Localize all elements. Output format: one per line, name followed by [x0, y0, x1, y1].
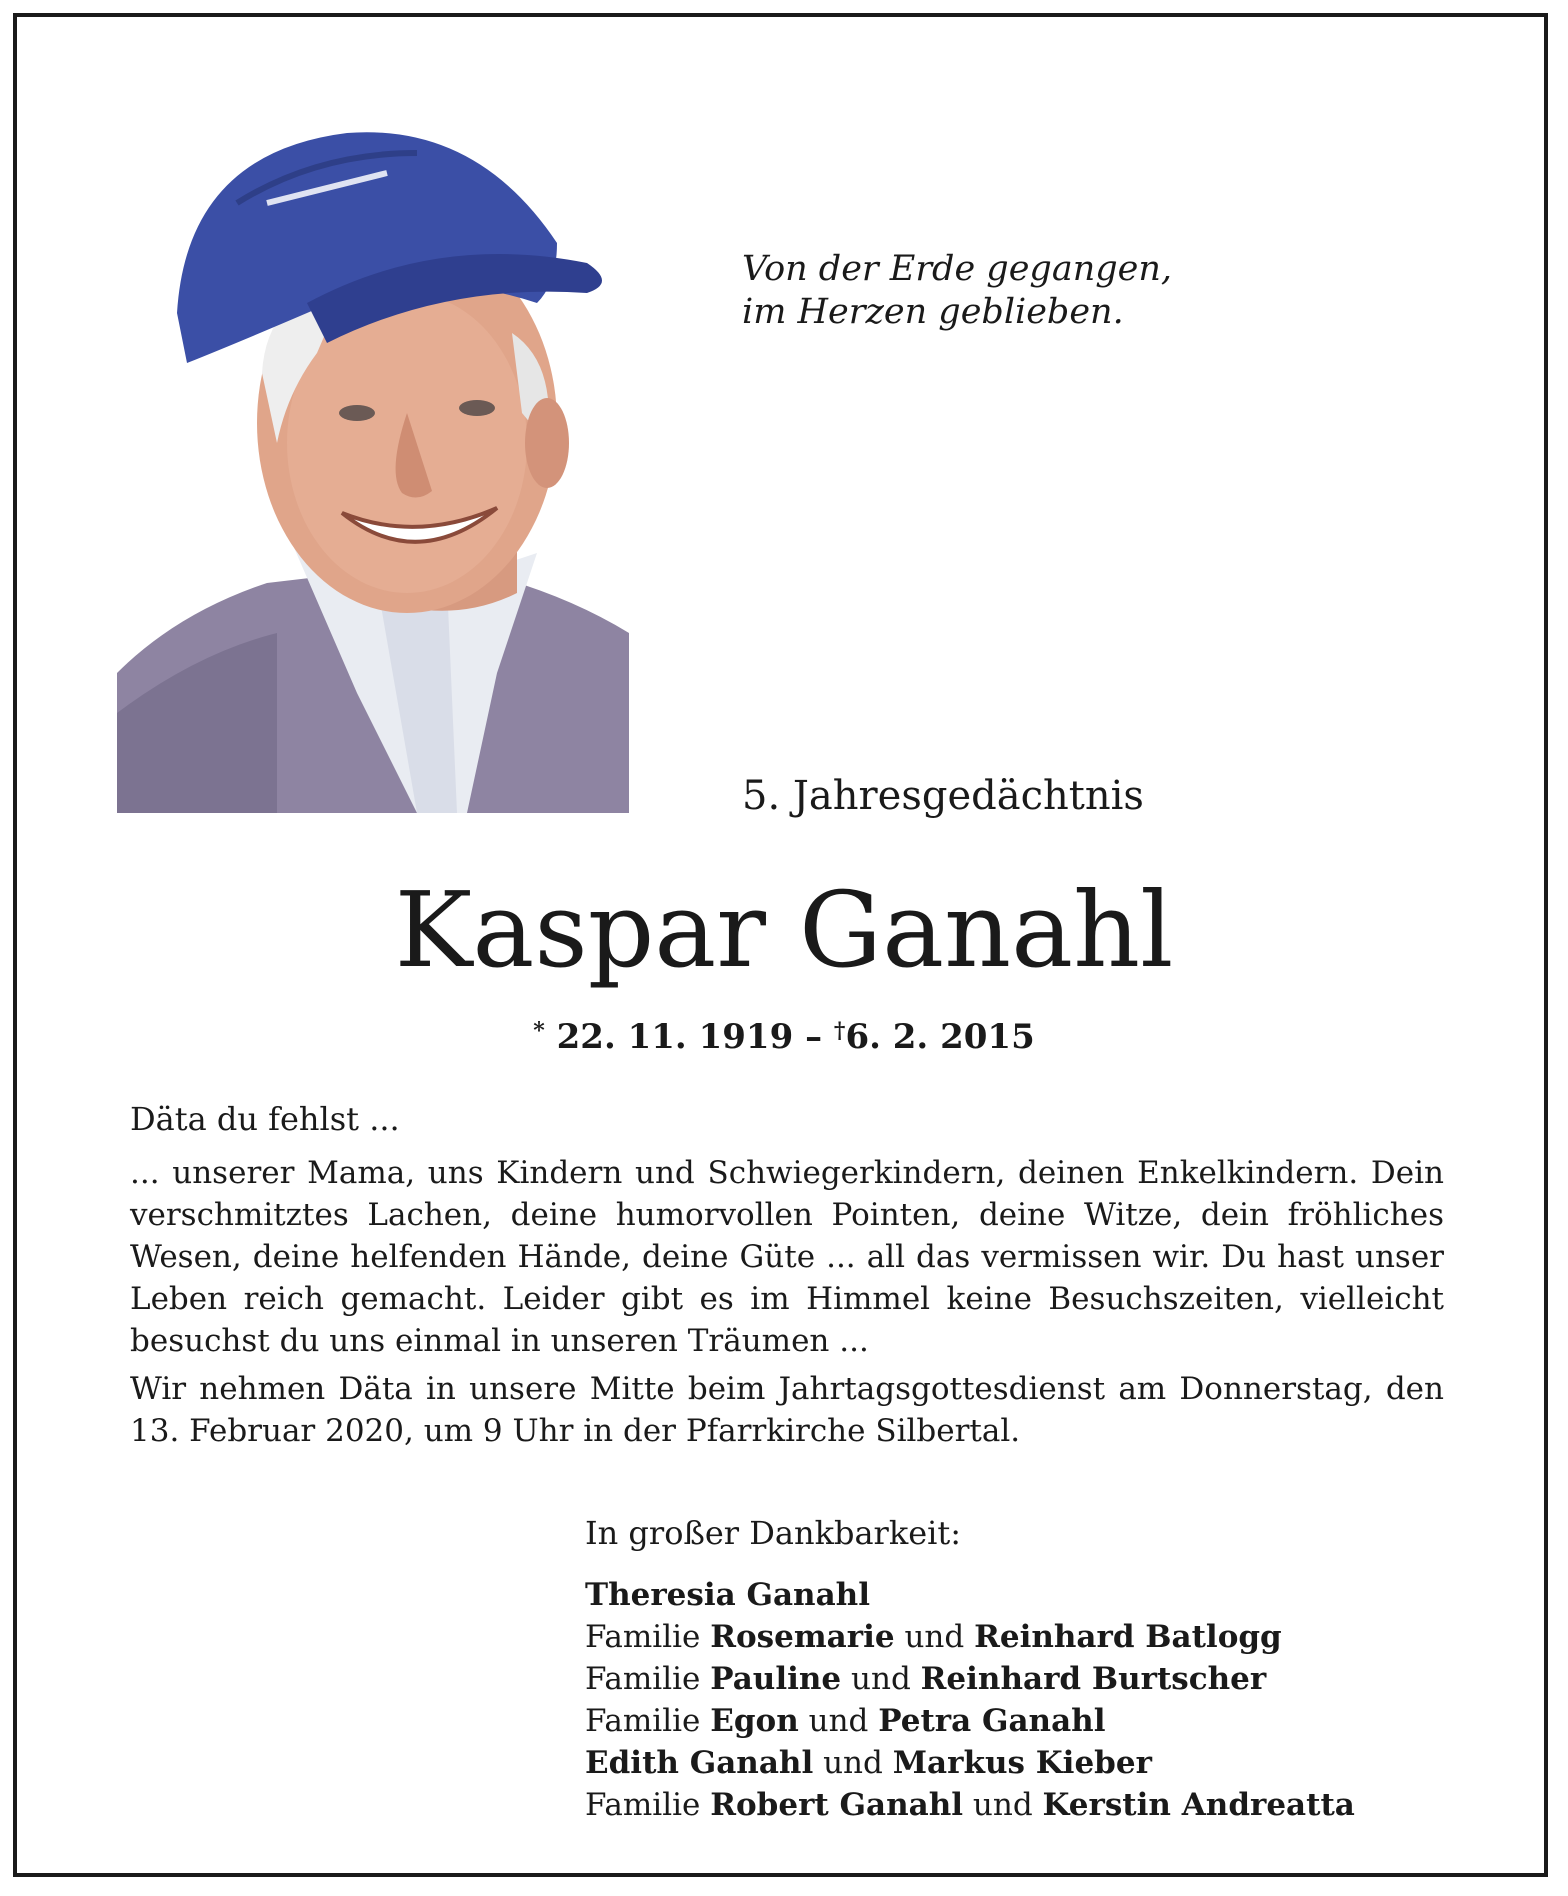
memorial-text [130, 1152, 1444, 1458]
family-member: Edith Ganahl [585, 1745, 814, 1781]
signature-line-3 [585, 1658, 1355, 1700]
signature-line-6 [585, 1784, 1355, 1826]
anniversary-label: 5. Jahresgedächtnis [742, 773, 1144, 819]
paragraph-service: Wir nehmen Däta in unsere Mitte beim Jahrtagsgottesdienst am Donnerstag, den 13. Februar 2020, um 9 Uhr in der Pfarrkirche Silbertal. [130, 1371, 1444, 1449]
family-member: Petra Ganahl [878, 1703, 1106, 1739]
signature-block [585, 1512, 1355, 1826]
family-word: Familie [585, 1661, 701, 1697]
family-member: Pauline [710, 1661, 842, 1697]
family-member: Markus Kieber [892, 1745, 1152, 1781]
death-date: 6. 2. 2015 [845, 1017, 1035, 1057]
life-dates [0, 1008, 1568, 1060]
family-word: Familie [585, 1703, 701, 1739]
family-member: Kerstin Andreatta [1042, 1787, 1355, 1823]
death-symbol: † [833, 1018, 846, 1044]
deceased-name: Kaspar Ganahl [394, 869, 1174, 991]
quote-line-1: Von der Erde gegangen, [742, 249, 1173, 289]
family-word: Familie [585, 1787, 701, 1823]
quote-line-2: im Herzen geblieben. [742, 292, 1124, 332]
signature-line-2 [585, 1616, 1355, 1658]
and-word: und [904, 1619, 965, 1655]
birth-symbol: * [533, 1018, 545, 1044]
family-word: Familie [585, 1619, 701, 1655]
intro-line: Däta du fehlst ... [130, 1100, 400, 1138]
family-member: Rosemarie [710, 1619, 895, 1655]
signature-line-4 [585, 1700, 1355, 1742]
portrait-photo [117, 113, 629, 813]
date-separator: – [805, 1017, 823, 1057]
signature-line-1: Theresia Ganahl [585, 1577, 870, 1613]
and-word: und [823, 1745, 883, 1781]
paragraph-tribute: ... unserer Mama, uns Kindern und Schwiegerkindern, deinen Enkelkindern. Dein verschmitztes Lachen, deine humorvollen Pointen, deine Witze, dein fröhliches Wesen, deine helfenden Hände, deine Güte ... all das vermissen wir. Du hast unser Leben reich gemacht. Leider gibt es im Himmel keine Besuchszeiten, vielleicht besuchst du uns einmal in unseren Träumen ... [130, 1155, 1444, 1359]
birth-date: 22. 11. 1919 [556, 1017, 794, 1057]
family-member: Reinhard Batlogg [974, 1619, 1282, 1655]
family-member: Robert Ganahl [710, 1787, 964, 1823]
signature-lead: In großer Dankbarkeit: [585, 1514, 962, 1552]
and-word: und [851, 1661, 911, 1697]
signature-line-5 [585, 1742, 1355, 1784]
family-member: Egon [710, 1703, 799, 1739]
and-word: und [808, 1703, 869, 1739]
and-word: und [972, 1787, 1033, 1823]
memorial-quote [742, 248, 1172, 334]
family-member: Reinhard Burtscher [920, 1661, 1267, 1697]
